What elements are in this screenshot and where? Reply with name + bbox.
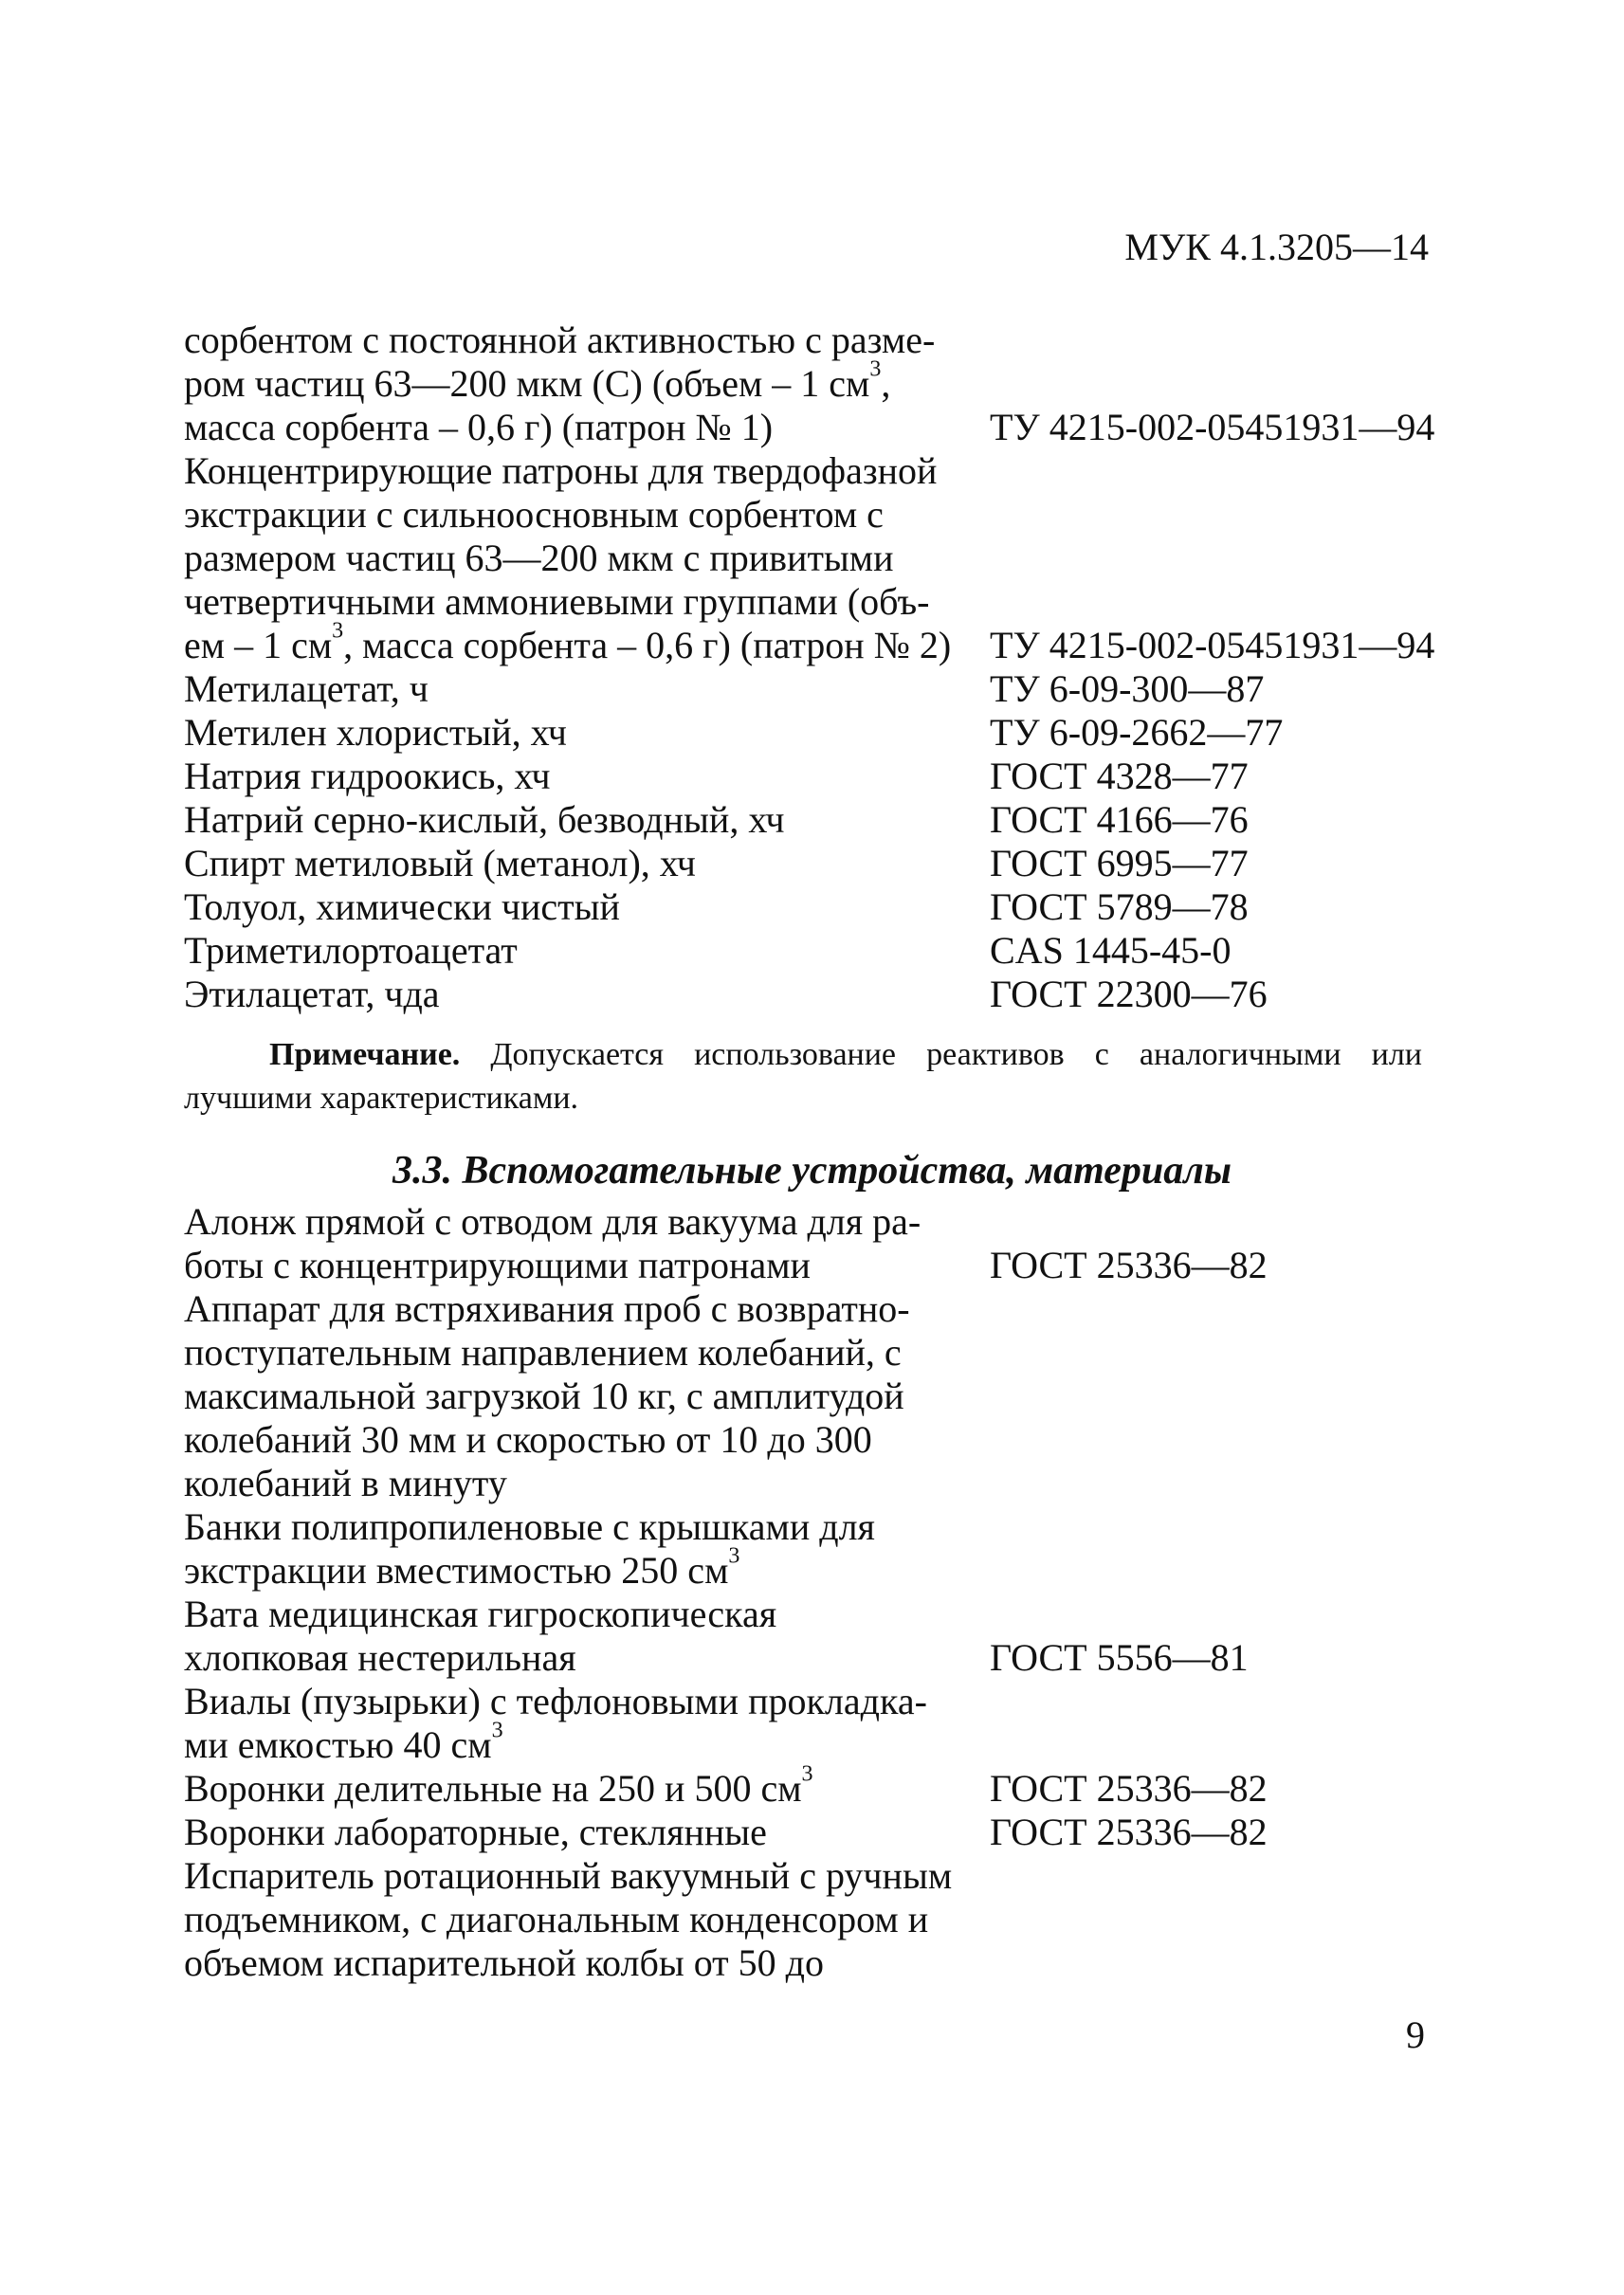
note-paragraph [184,1033,1422,1120]
equipment-line: поступательным направлением колебаний, с [184,1331,902,1374]
reagent-item [184,929,1454,973]
equipment-list [184,1200,1454,1985]
reagent-name: Натрий серно-кислый, безводный, хч [184,798,785,841]
reagent-name: Метилен хлористый, хч [184,711,567,754]
equipment-item [184,1287,1454,1505]
reagent-line: сорбентом с постоянной активностью с разме- [184,319,936,361]
reagent-line: ром частиц 63—200 мкм (С) (объем – 1 $см^3$, [184,356,891,405]
note-text: Допускается использование реактивов с аналогичными или [460,1037,1422,1072]
equipment-item [184,1593,1454,1680]
equipment-line: Испаритель ротационный вакуумный с ручным [184,1854,953,1897]
equipment-line: Виалы (пузырьки) с тефлоновыми прокладка- [184,1680,927,1722]
reagent-line: размером частиц 63—200 мкм с привитыми [184,537,894,579]
equipment-item [184,1505,1454,1593]
reagent-name: Этилацетат, чда [184,973,440,1015]
equipment-standard: ГОСТ 25336—82 [990,1811,1268,1853]
equipment-line: Алонж прямой с отводом для вакуума для ра- [184,1200,921,1243]
equipment-line: Аппарат для встряхивания проб с возвратно- [184,1287,910,1330]
reagent-item [184,449,1454,667]
reagent-item [184,711,1454,755]
equipment-line: экстракции вместимостью 250 $см^3$ [184,1543,740,1592]
equipment-standard: ГОСТ 25336—82 [990,1767,1268,1810]
equipment-line: боты с концентрирующими патронами [184,1244,811,1286]
equipment-standard: ГОСТ 25336—82 [990,1244,1268,1286]
reagent-standard: ГОСТ 22300—76 [990,973,1268,1015]
equipment-line: Вата медицинская гигроскопическая [184,1593,777,1635]
reagent-line: экстракции с сильноосновным сорбентом с [184,493,884,536]
equipment-item [184,1200,1454,1287]
equipment-line: Воронки делительные на 250 и 500 $см^3$ [184,1761,813,1810]
reagent-name: Спирт метиловый (метанол), хч [184,842,696,884]
reagent-line: Концентрирующие патроны для твердофазной [184,449,938,492]
equipment-line: Воронки лабораторные, стеклянные [184,1811,767,1853]
equipment-line: Банки полипропиленовые с крышками для [184,1505,875,1548]
equipment-standard: ГОСТ 5556—81 [990,1636,1249,1679]
reagent-item [184,798,1454,842]
equipment-item [184,1854,1454,1985]
reagent-standard: ГОСТ 4328—77 [990,755,1249,797]
reagent-standard: ГОСТ 5789—78 [990,885,1249,928]
reagent-item [184,885,1454,929]
equipment-item [184,1811,1454,1854]
note-text-continued: лучшими характеристиками. [184,1081,579,1116]
reagent-item [184,667,1454,711]
equipment-line: ми емкостью 40 $см^3$ [184,1718,503,1766]
reagent-item [184,319,1454,449]
section-title: 3.3. Вспомогательные устройства, материалы [392,1149,1232,1193]
reagent-standard: ТУ 6-09-300—87 [990,667,1265,710]
reagent-item [184,973,1454,1016]
reagent-name: Метилацетат, ч [184,667,429,710]
equipment-line: объемом испарительной колбы от 50 до [184,1941,824,1984]
reagent-standard: ТУ 4215-002-05451931—94 [990,406,1435,448]
note-label: Примечание. [269,1037,461,1072]
reagent-standard: ТУ 4215-002-05451931—94 [990,624,1435,666]
equipment-line: колебаний 30 мм и скоростью от 10 до 300 [184,1418,872,1461]
reagent-standard: CAS 1445-45-0 [990,929,1232,972]
reagent-name: Толуол, химически чистый [184,885,620,928]
reagent-line: масса сорбента – 0,6 г) (патрон № 1) [184,406,774,448]
equipment-item [184,1761,1454,1811]
reagent-line: ем – 1 $см^3$, масса сорбента – 0,6 г) (патрон № 2) [184,618,952,666]
reagent-standard: ТУ 6-09-2662—77 [990,711,1284,754]
equipment-line: колебаний в минуту [184,1462,507,1504]
reagent-line: четвертичными аммониевыми группами (объ- [184,580,930,623]
reagent-standard: ГОСТ 6995—77 [990,842,1249,884]
reagent-name: Натрия гидроокись, хч [184,755,551,797]
reagent-item [184,755,1454,798]
reagent-item [184,842,1454,885]
reagent-standard: ГОСТ 4166—76 [990,798,1249,841]
page-number: 9 [1406,2013,1425,2056]
equipment-item [184,1680,1454,1767]
equipment-line: подъемником, с диагональным конденсором и [184,1898,929,1940]
document-code: МУК 4.1.3205—14 [1124,226,1429,268]
reagents-list [184,319,1454,1016]
equipment-line: максимальной загрузкой 10 кг, с амплитудой [184,1375,904,1417]
reagent-name: Триметилортоацетат [184,929,518,972]
equipment-line: хлопковая нестерильная [184,1636,576,1679]
